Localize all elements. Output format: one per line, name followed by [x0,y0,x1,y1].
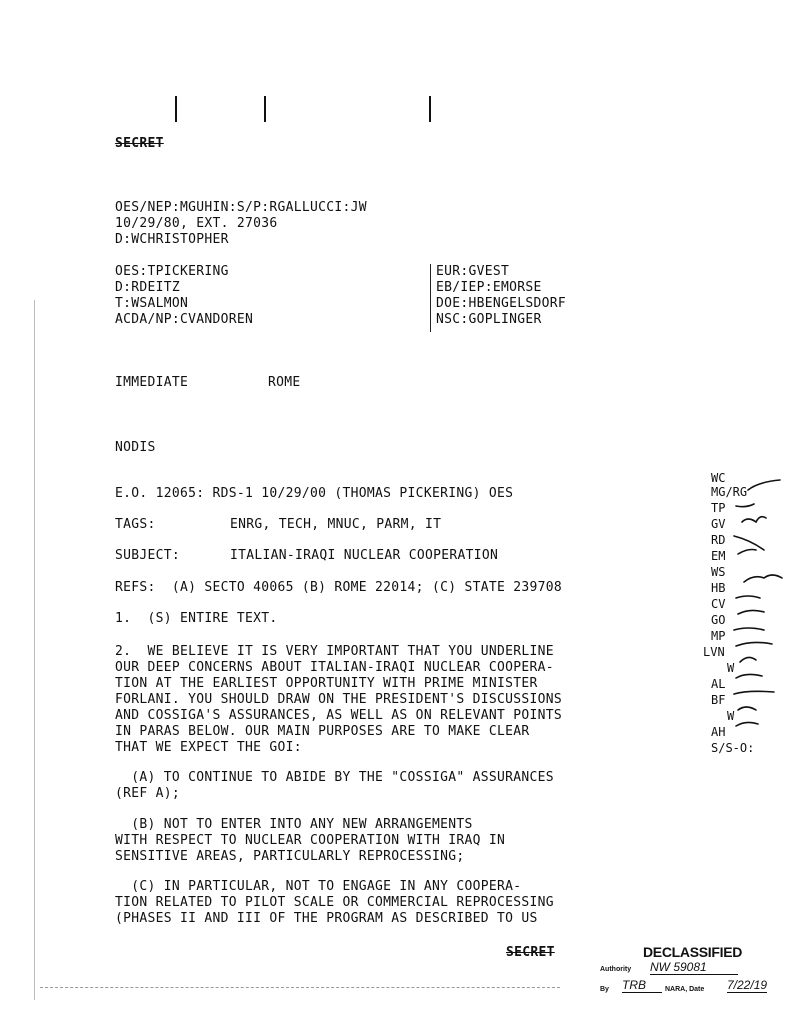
item-c-line: (C) IN PARTICULAR, NOT TO ENGAGE IN ANY COOPERA- [115,879,522,894]
subject-value: ITALIAN-IRAQI NUCLEAR COOPERATION [230,548,499,563]
distribution-code: W [727,709,735,723]
clearance-left: T:WSALMON [115,296,189,311]
stamp-date-value: 7/22/19 [727,978,768,992]
clearance-right: DOE:HBENGELSDORF [436,296,567,311]
top-tick-mark [264,96,266,122]
item-b-line: SENSITIVE AREAS, PARTICULARLY REPROCESSING; [115,849,465,864]
stamp-authority-value: NW 59081 [650,960,738,975]
stamp-authority-label: Authority [600,966,632,973]
clearance-right: EUR:GVEST [436,264,510,279]
stamp-nara-label: NARA, Date [665,986,705,993]
item-a-line: (REF A); [115,786,181,801]
drafting-line: OES/NEP:MGUHIN:S/P:RGALLUCCI:JW [115,200,367,215]
distribution-code: S/S-O: [711,741,755,755]
drafting-line: 10/29/80, EXT. 27036 [115,216,278,231]
para-2-line: TION AT THE EARLIEST OPPORTUNITY WITH PRIME MINISTER [115,676,538,691]
para-2-line: IN PARAS BELOW. OUR MAIN PURPOSES ARE TO MAKE CLEAR [115,724,530,739]
distribution-code: CV [711,597,726,611]
clearance-left: D:RDEITZ [115,280,181,295]
stamp-by-value: TRB [622,978,662,993]
tags-label: TAGS: [115,517,156,532]
distribution-code: W [727,661,735,675]
eo-line: E.O. 12065: RDS-1 10/29/00 (THOMAS PICKERING) OES [115,486,514,501]
distribution-code: WS [711,565,726,579]
distribution-code: WC [711,471,726,485]
para-2-line: OUR DEEP CONCERNS ABOUT ITALIAN-IRAQI NUCLEAR COOPERA- [115,660,554,675]
distribution-code: GO [711,613,726,627]
clearance-divider [430,264,431,332]
distribution-code: AL [711,677,726,691]
distribution-code: EM [711,549,726,563]
item-a-line: (A) TO CONTINUE TO ABIDE BY THE "COSSIGA" ASSURANCES [115,770,554,785]
para-2-line: FORLANI. YOU SHOULD DRAW ON THE PRESIDENT'S DISCUSSIONS [115,692,562,707]
handwritten-initials-marks [728,478,792,738]
top-tick-mark [429,96,431,122]
handling-caveat: NODIS [115,440,156,455]
clearance-right: EB/IEP:EMORSE [436,280,542,295]
declassified-stamp-title: DECLASSIFIED [643,944,743,960]
distribution-code: AH [711,725,726,739]
para-2-line: THAT WE EXPECT THE GOI: [115,740,302,755]
para-2-line: AND COSSIGA'S ASSURANCES, AS WELL AS ON RELEVANT POINTS [115,708,562,723]
clearance-right: NSC:GOPLINGER [436,312,542,327]
distribution-code: GV [711,517,726,531]
distribution-code: HB [711,581,726,595]
item-b-line: (B) NOT TO ENTER INTO ANY NEW ARRANGEMENTS [115,817,473,832]
distribution-code: MP [711,629,726,643]
destination: ROME [268,375,301,390]
classification-top: SECRET [115,136,164,151]
clearance-left: ACDA/NP:CVANDOREN [115,312,254,327]
page-edge-line [34,300,35,1000]
para-1: 1. (S) ENTIRE TEXT. [115,611,278,626]
distribution-code: TP [711,501,726,515]
distribution-code: BF [711,693,726,707]
distribution-code: RD [711,533,726,547]
clearance-left: OES:TPICKERING [115,264,229,279]
refs-line: REFS: (A) SECTO 40065 (B) ROME 22014; (C) STATE 239708 [115,580,562,595]
para-2-line: 2. WE BELIEVE IT IS VERY IMPORTANT THAT YOU UNDERLINE [115,644,554,659]
bottom-dashed-line [40,987,560,988]
item-c-line: TION RELATED TO PILOT SCALE OR COMMERCIAL REPROCESSING [115,895,554,910]
item-c-line: (PHASES II AND III OF THE PROGRAM AS DESCRIBED TO US [115,911,538,926]
item-b-line: WITH RESPECT TO NUCLEAR COOPERATION WITH IRAQ IN [115,833,506,848]
tags-value: ENRG, TECH, MNUC, PARM, IT [230,517,442,532]
classification-bottom: SECRET [506,945,555,960]
distribution-code: MG/RG [711,485,748,499]
top-tick-mark [175,96,177,122]
precedence: IMMEDIATE [115,375,189,390]
stamp-by-label: By [600,986,609,993]
distribution-code: LVN [703,645,725,659]
subject-label: SUBJECT: [115,548,181,563]
drafting-line: D:WCHRISTOPHER [115,232,229,247]
